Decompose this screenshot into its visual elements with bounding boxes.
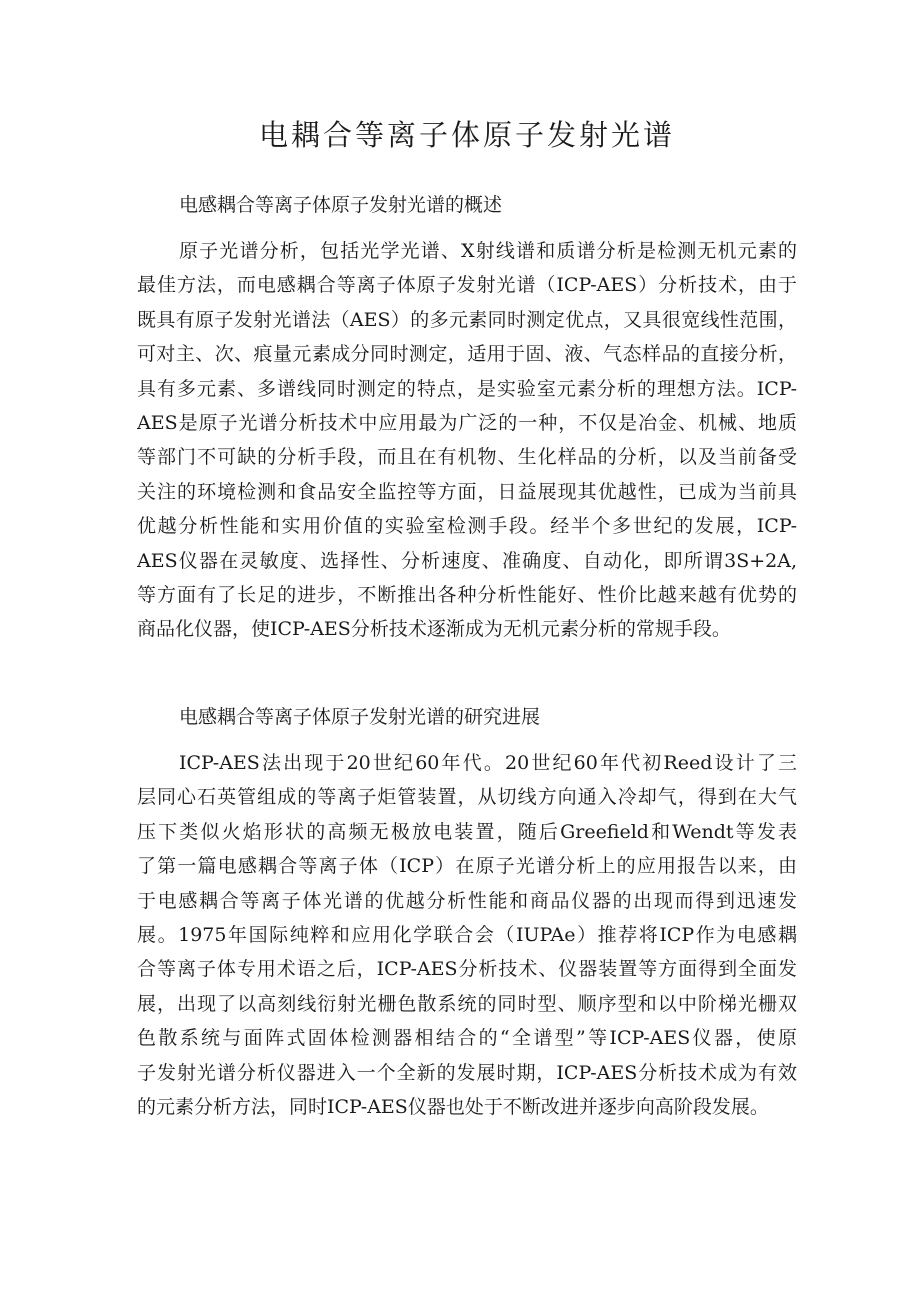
paragraph-overview (137, 234, 797, 647)
text-line: 压下类似火焰形状的高频无极放电装置，随后Greefield和Wendt等发表 (137, 820, 797, 843)
text-line: 优越分析性能和实用价值的实验室检测手段。经半个多世纪的发展，ICP- (137, 515, 797, 538)
text-line: 既具有原子发射光谱法（AES）的多元素同时测定优点，又具很宽线性范围， (137, 308, 797, 331)
text-line: AES是原子光谱分析技术中应用最为广泛的一种，不仅是冶金、机械、地质 (137, 411, 797, 434)
text-line: 等部门不可缺的分析手段，而且在有机物、生化样品的分析，以及当前备受 (137, 446, 797, 469)
text-line: 的元素分析方法，同时ICP-AES仪器也处于不断改进并逐步向高阶段发展。 (137, 1095, 769, 1118)
text-line: 展。1975年国际纯粹和应用化学联合会（IUPAe）推荐将ICP作为电感耦 (137, 923, 797, 946)
text-line: AES仪器在灵敏度、选择性、分析速度、准确度、自动化，即所谓3S+2A, (137, 549, 797, 572)
text-line: 商品化仪器，使ICP-AES分析技术逐渐成为无机元素分析的常规手段。 (137, 618, 731, 641)
text-line: 子发射光谱分析仪器进入一个全新的发展时期，ICP-AES分析技术成为有效 (137, 1061, 797, 1084)
text-line: 原子光谱分析，包括光学光谱、X射线谱和质谱分析是检测无机元素的 (179, 240, 797, 262)
text-line: 了第一篇电感耦合等离子体（ICP）在原子光谱分析上的应用报告以来，由 (137, 855, 797, 878)
text-line: 于电感耦合等离子体光谱的优越分析性能和商品仪器的出现而得到迅速发 (137, 889, 797, 912)
text-line: 展，出现了以高刻线衍射光栅色散系统的同时型、顺序型和以中阶梯光栅双 (137, 992, 797, 1015)
text-line: 色散系统与面阵式固体检测器相结合的“全谱型”等ICP-AES仪器，使原 (137, 1027, 797, 1050)
text-line: 合等离子体专用术语之后，ICP-AES分析技术、仪器装置等方面得到全面发 (137, 958, 797, 981)
text-line: 关注的环境检测和食品安全监控等方面，日益展现其优越性，已成为当前具 (137, 480, 797, 503)
text-line: 层同心石英管组成的等离子炬管装置，从切线方向通入冷却气，得到在大气 (137, 786, 797, 809)
text-line: 等方面有了长足的进步，不断推出各种分析性能好、性价比越来越有优势的 (137, 583, 797, 606)
text-line: ICP-AES法出现于20世纪60年代。20世纪60年代初Reed设计了三 (179, 752, 797, 774)
text-line: 可对主、次、痕量元素成分同时测定，适用于固、液、气态样品的直接分析， (137, 343, 797, 366)
text-line: 具有多元素、多谱线同时测定的特点，是实验室元素分析的理想方法。ICP- (137, 377, 797, 400)
document-title: 电耦合等离子体原子发射光谱 (258, 118, 675, 152)
section-heading-progress: 电感耦合等离子体原子发射光谱的研究进展 (179, 706, 541, 728)
paragraph-progress (137, 746, 797, 1124)
section-heading-overview: 电感耦合等离子体原子发射光谱的概述 (179, 194, 503, 216)
text-line: 最佳方法，而电感耦合等离子体原子发射光谱（ICP-AES）分析技术，由于 (137, 274, 797, 297)
